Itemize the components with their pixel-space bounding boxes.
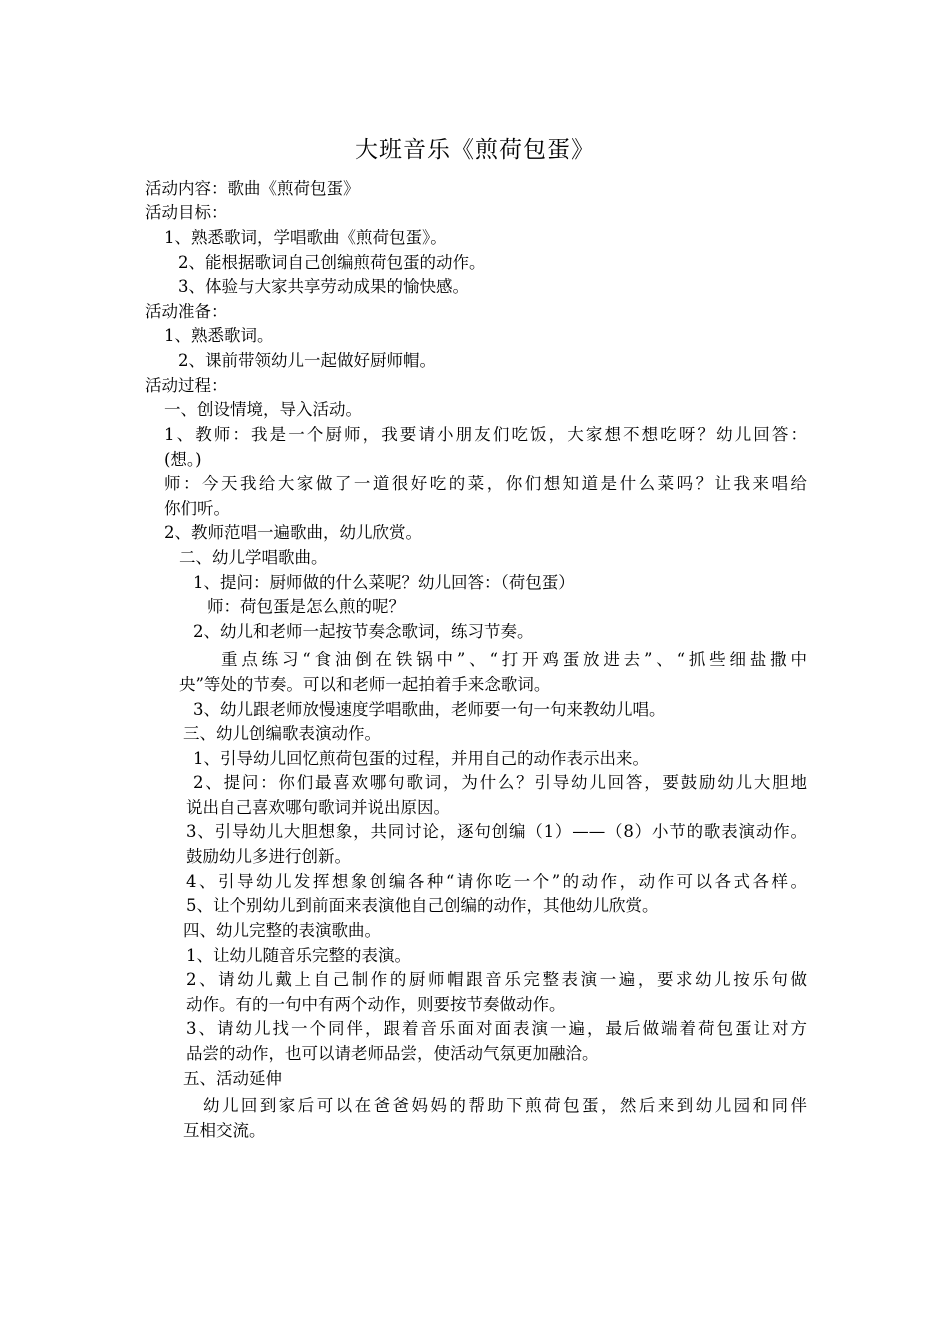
section-1-heading: 一、创设情境，导入活动。 [164,400,362,419]
process-heading: 活动过程： [145,376,228,395]
prep-item-1: 1、熟悉歌词。 [164,326,274,345]
section-2-paragraph-line: 央”等处的节奏。可以和老师一起拍着手来念歌词。 [179,675,551,694]
activity-content: 活动内容：歌曲《煎荷包蛋》 [145,179,360,198]
section-3-paragraph-line: 说出自己喜欢哪句歌词并说出原因。 [186,798,450,817]
section-5-paragraph-line: 幼儿回到家后可以在爸爸妈妈的帮助下煎荷包蛋，然后来到幼儿园和同伴 [203,1096,807,1115]
goal-item-2: 2、能根据歌词自己创编煎荷包蛋的动作。 [178,253,486,272]
section-5-paragraph-line: 互相交流。 [183,1121,266,1140]
section-1-paragraph-line: 你们听。 [164,499,230,518]
section-3-paragraph: 4、引导幼儿发挥想象创编各种“请你吃一个”的动作，动作可以各式各样。 [186,872,807,891]
section-3-paragraph-line: 鼓励幼儿多进行创新。 [186,847,351,866]
section-3-heading: 三、幼儿创编歌表演动作。 [183,724,381,743]
section-2-heading: 二、幼儿学唱歌曲。 [179,548,328,567]
goal-item-1: 1、熟悉歌词，学唱歌曲《煎荷包蛋》。 [164,228,447,247]
goal-item-3: 3、体验与大家共享劳动成果的愉快感。 [178,277,469,296]
section-3-paragraph-line: 3、引导幼儿大胆想象，共同讨论，逐句创编（1）——（8）小节的歌表演动作。 [186,822,807,841]
section-4-paragraph: 1、让幼儿随音乐完整的表演。 [186,946,411,965]
section-2-paragraph: 2、幼儿和老师一起按节奏念歌词，练习节奏。 [193,622,534,641]
section-1-paragraph-line: 1、教师：我是一个厨师，我要请小朋友们吃饭，大家想不想吃呀？幼儿回答： [164,425,807,444]
section-4-heading: 四、幼儿完整的表演歌曲。 [183,921,381,940]
section-2-paragraph: 3、幼儿跟老师放慢速度学唱歌曲，老师要一句一句来教幼儿唱。 [193,700,666,719]
section-2-paragraph-line: 重点练习“食油倒在铁锅中”、“打开鸡蛋放进去”、“抓些细盐撒中 [221,650,807,669]
section-5-heading: 五、活动延伸 [183,1069,282,1088]
goals-heading: 活动目标： [145,203,228,222]
section-4-paragraph-line: 2、请幼儿戴上自己制作的厨师帽跟音乐完整表演一遍，要求幼儿按乐句做 [186,970,807,989]
section-2-paragraph: 师：荷包蛋是怎么煎的呢？ [207,597,405,616]
section-3-paragraph-line: 2、提问：你们最喜欢哪句歌词，为什么？引导幼儿回答，要鼓励幼儿大胆地 [193,773,807,792]
section-1-paragraph: 2、教师范唱一遍歌曲，幼儿欣赏。 [164,523,422,542]
document-title: 大班音乐《煎荷包蛋》 [355,137,595,163]
section-1-paragraph-line: (想。) [164,450,202,469]
prep-item-2: 2、课前带领幼儿一起做好厨师帽。 [178,351,436,370]
section-3-paragraph: 5、让个别幼儿到前面来表演他自己创编的动作，其他幼儿欣赏。 [186,896,659,915]
section-2-paragraph: 1、提问：厨师做的什么菜呢？幼儿回答：（荷包蛋） [193,573,575,592]
section-4-paragraph-line: 3、请幼儿找一个同伴，跟着音乐面对面表演一遍，最后做端着荷包蛋让对方 [186,1019,807,1038]
prep-heading: 活动准备： [145,302,228,321]
section-3-paragraph: 1、引导幼儿回忆煎荷包蛋的过程，并用自己的动作表示出来。 [193,749,649,768]
section-1-paragraph-line: 师：今天我给大家做了一道很好吃的菜，你们想知道是什么菜吗？让我来唱给 [164,474,807,493]
section-4-paragraph-line: 品尝的动作，也可以请老师品尝，使活动气氛更加融洽。 [186,1044,599,1063]
section-4-paragraph-line: 动作。有的一句中有两个动作，则要按节奏做动作。 [186,995,566,1014]
